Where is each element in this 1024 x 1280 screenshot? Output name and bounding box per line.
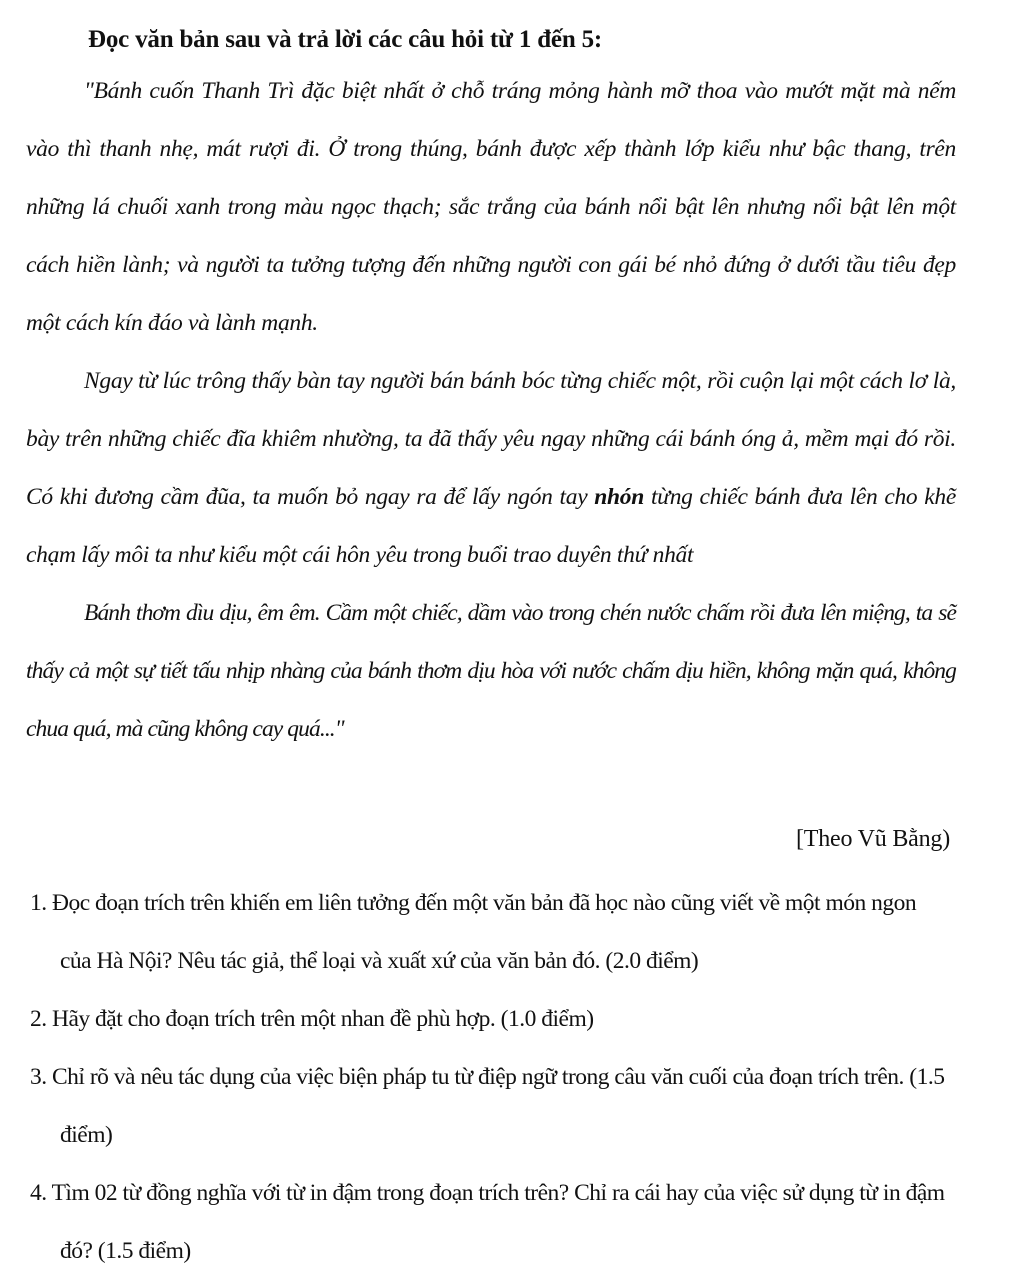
question-list [30, 874, 952, 1280]
instruction-heading: Đọc văn bản sau và trả lời các câu hỏi từ 1 đến 5: [88, 26, 602, 53]
excerpt-passage [26, 62, 956, 758]
source-citation: [Theo Vũ Bằng) [795, 826, 950, 852]
question-2: 2. Hãy đặt cho đoạn trích trên một nhan đề phù hợp. (1.0 điểm) [30, 1006, 594, 1032]
question-3: 3. Chỉ rõ và nêu tác dụng của việc biện pháp tu từ điệp ngữ trong câu văn cuối của đoạn trích trên. (1.5 điểm) [30, 1064, 945, 1148]
bold-word: nhón [594, 484, 645, 510]
passage-paragraph-3: Bánh thơm dìu dịu, êm êm. Cầm một chiếc, dầm vào trong chén nước chấm rồi đưa lên miệng, ta sẽ thấy cả một sự tiết tấu nhịp nhàng của bánh thơm dịu hòa với nước chấm dịu hiền, không mặn quá, không chua quá, mà cũng không cay quá..." [26, 600, 956, 742]
question-4: 4. Tìm 02 từ đồng nghĩa với từ in đậm trong đoạn trích trên? Chỉ ra cái hay của việc sử dụng từ in đậm đó? (1.5 điểm) [30, 1180, 945, 1264]
passage-paragraph-1: "Bánh cuốn Thanh Trì đặc biệt nhất ở chỗ tráng mỏng hành mỡ thoa vào mướt mặt mà nếm vào thì thanh nhẹ, mát rượi đi. Ở trong thúng, bánh được xếp thành lớp kiểu như bậc thang, trên những lá chuối xanh trong màu ngọc thạch; sắc trắng của bánh nổi bật lên nhưng nổi bật lên một cách hiền lành; và người ta tưởng tượng đến những người con gái bé nhỏ đứng ở dưới tầu tiêu đẹp một cách kín đáo và lành mạnh. [26, 78, 956, 336]
passage-paragraph-2 [26, 352, 956, 584]
question-1: 1. Đọc đoạn trích trên khiến em liên tưởng đến một văn bản đã học nào cũng viết về một món ngon của Hà Nội? Nêu tác giả, thể loại và xuất xứ của văn bản đó. (2.0 điểm) [30, 890, 917, 974]
passage-paragraph-2-end: từng chiếc bánh đưa lên cho khẽ chạm lấy môi ta như kiểu một cái hôn yêu trong buổi trao duyên thứ nhất [26, 484, 956, 568]
passage-paragraph-2-start: Ngay từ lúc trông thấy bàn tay người bán bánh bóc từng chiếc một, rồi cuộn lại một cách lơ là, bày trên những chiếc đĩa khiêm nhường, ta đã thấy yêu ngay những cái bánh óng ả, mềm mại đó rồi. Có khi đương cầm đũa, ta muốn bỏ ngay ra để lấy ngón tay [26, 368, 956, 510]
